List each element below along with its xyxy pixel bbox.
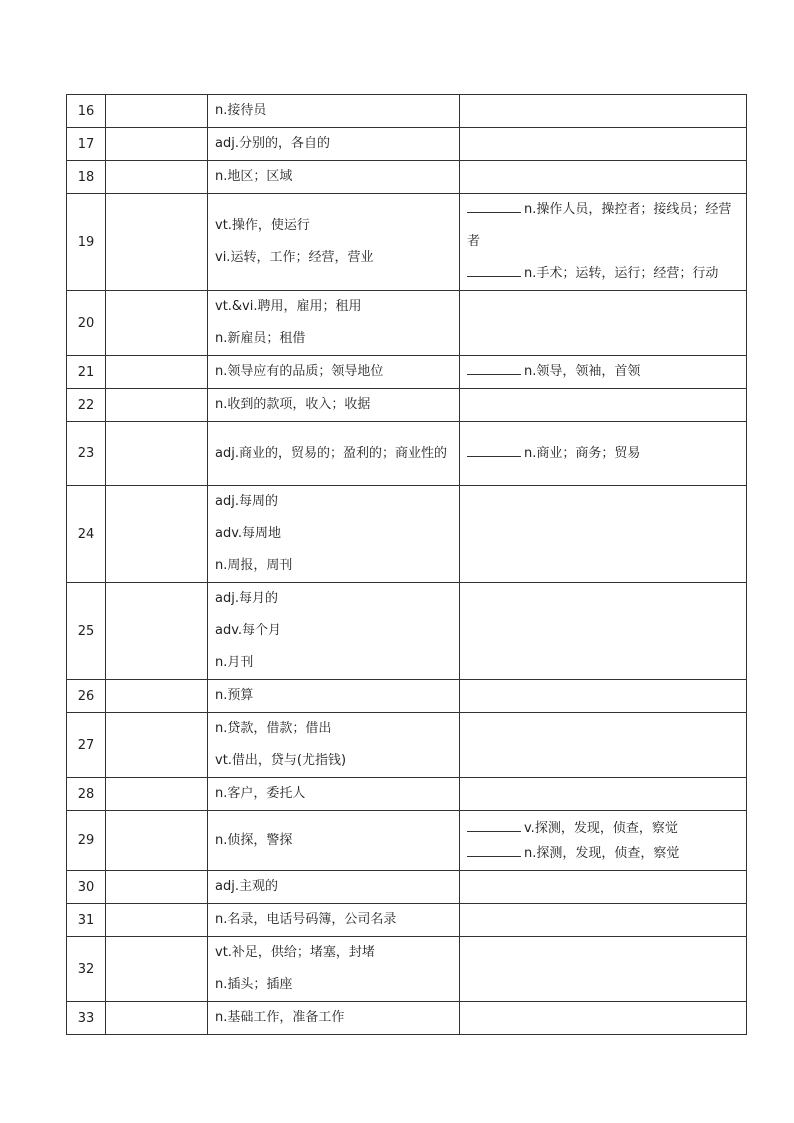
table-row <box>67 871 747 904</box>
meaning-cell <box>208 161 460 194</box>
meaning-line: n.新雇员；租借 <box>215 331 306 346</box>
meaning-cell <box>208 422 460 486</box>
derivative-cell[interactable] <box>460 95 747 128</box>
word-blank-cell[interactable] <box>106 356 208 389</box>
derivative-cell[interactable] <box>460 937 747 1002</box>
meaning-line: adv.每周地 <box>215 526 282 541</box>
derivative-text: n.商业；商务；贸易 <box>524 445 641 461</box>
meaning-line: n.插头；插座 <box>215 977 293 992</box>
row-number: 16 <box>67 95 106 128</box>
derivative-line <box>467 258 746 290</box>
table-row <box>67 128 747 161</box>
fill-blank[interactable] <box>467 818 521 832</box>
word-blank-cell[interactable] <box>106 128 208 161</box>
derivative-cell <box>460 356 747 389</box>
word-blank-cell[interactable] <box>106 937 208 1002</box>
row-number: 29 <box>67 811 106 871</box>
meaning-cell <box>208 95 460 128</box>
meaning-line: adj.每周的 <box>215 494 278 509</box>
word-blank-cell[interactable] <box>106 778 208 811</box>
meaning-cell <box>208 486 460 583</box>
meaning-line: vt.补足，供给；堵塞，封堵 <box>215 945 375 960</box>
derivative-cell[interactable] <box>460 128 747 161</box>
fill-blank[interactable] <box>467 843 521 857</box>
fill-blank[interactable] <box>467 263 521 277</box>
word-blank-cell[interactable] <box>106 95 208 128</box>
table-row <box>67 680 747 713</box>
table-row <box>67 904 747 937</box>
derivative-cell[interactable] <box>460 904 747 937</box>
derivative-cell[interactable] <box>460 1002 747 1035</box>
meaning-cell <box>208 937 460 1002</box>
meaning-cell <box>208 811 460 871</box>
table-row <box>67 194 747 291</box>
derivative-cell[interactable] <box>460 871 747 904</box>
derivative-cell[interactable] <box>460 680 747 713</box>
word-blank-cell[interactable] <box>106 1002 208 1035</box>
meaning-line: vt.&vi.聘用，雇用；租用 <box>215 299 362 314</box>
row-number: 28 <box>67 778 106 811</box>
table-row <box>67 422 747 486</box>
meaning-line: n.周报，周刊 <box>215 558 293 573</box>
table-row <box>67 161 747 194</box>
meaning-line: adj.主观的 <box>215 879 278 894</box>
meaning-line: adv.每个月 <box>215 623 282 638</box>
meaning-cell <box>208 1002 460 1035</box>
meaning-line: n.基础工作，准备工作 <box>215 1010 345 1025</box>
derivative-cell[interactable] <box>460 583 747 680</box>
derivative-text: n.手术；运转，运行；经营；行动 <box>524 266 719 281</box>
word-blank-cell[interactable] <box>106 871 208 904</box>
meaning-cell <box>208 583 460 680</box>
word-blank-cell[interactable] <box>106 291 208 356</box>
derivative-text: v.探测，发现，侦查，察觉 <box>524 820 678 836</box>
row-number: 17 <box>67 128 106 161</box>
derivative-cell[interactable] <box>460 486 747 583</box>
fill-blank[interactable] <box>467 361 521 375</box>
derivative-line <box>467 194 746 258</box>
meaning-line: vi.运转，工作；经营，营业 <box>215 250 374 265</box>
table-row <box>67 1002 747 1035</box>
meaning-cell <box>208 904 460 937</box>
word-blank-cell[interactable] <box>106 680 208 713</box>
table-row <box>67 937 747 1002</box>
vocabulary-table <box>66 94 747 1035</box>
table-row <box>67 778 747 811</box>
table-row <box>67 811 747 871</box>
meaning-cell <box>208 680 460 713</box>
meaning-line: vt.操作，使运行 <box>215 218 310 233</box>
word-blank-cell[interactable] <box>106 422 208 486</box>
word-blank-cell[interactable] <box>106 811 208 871</box>
meaning-line: adj.分别的，各自的 <box>215 136 330 151</box>
derivative-cell[interactable] <box>460 291 747 356</box>
word-blank-cell[interactable] <box>106 904 208 937</box>
derivative-cell <box>460 811 747 871</box>
meaning-cell <box>208 291 460 356</box>
meaning-cell <box>208 871 460 904</box>
row-number: 25 <box>67 583 106 680</box>
table-row <box>67 95 747 128</box>
table-row <box>67 389 747 422</box>
row-number: 19 <box>67 194 106 291</box>
derivative-cell[interactable] <box>460 389 747 422</box>
meaning-cell <box>208 356 460 389</box>
word-blank-cell[interactable] <box>106 486 208 583</box>
meaning-line: n.客户，委托人 <box>215 786 306 801</box>
derivative-text: n.探测，发现，侦查，察觉 <box>524 845 680 861</box>
derivative-cell[interactable] <box>460 713 747 778</box>
row-number: 23 <box>67 422 106 486</box>
row-number: 24 <box>67 486 106 583</box>
word-blank-cell[interactable] <box>106 161 208 194</box>
row-number: 31 <box>67 904 106 937</box>
derivative-cell <box>460 422 747 486</box>
meaning-cell <box>208 778 460 811</box>
meaning-cell <box>208 194 460 291</box>
fill-blank[interactable] <box>467 443 521 457</box>
row-number: 30 <box>67 871 106 904</box>
derivative-line <box>467 438 746 470</box>
meaning-line: n.地区；区域 <box>215 169 293 184</box>
word-blank-cell[interactable] <box>106 583 208 680</box>
meaning-line: n.侦探，警探 <box>215 832 293 848</box>
row-number: 22 <box>67 389 106 422</box>
row-number: 21 <box>67 356 106 389</box>
table-row <box>67 486 747 583</box>
derivative-cell[interactable] <box>460 161 747 194</box>
derivative-line <box>467 816 746 841</box>
derivative-cell[interactable] <box>460 778 747 811</box>
meaning-line: n.贷款，借款；借出 <box>215 721 332 736</box>
derivative-line <box>467 841 746 866</box>
table-row <box>67 713 747 778</box>
row-number: 20 <box>67 291 106 356</box>
row-number: 27 <box>67 713 106 778</box>
word-blank-cell[interactable] <box>106 713 208 778</box>
derivative-text: n.领导，领袖，首领 <box>524 364 641 379</box>
row-number: 32 <box>67 937 106 1002</box>
meaning-line: n.预算 <box>215 688 254 703</box>
fill-blank[interactable] <box>467 199 521 213</box>
meaning-line: n.月刊 <box>215 655 254 670</box>
word-blank-cell[interactable] <box>106 194 208 291</box>
row-number: 26 <box>67 680 106 713</box>
meaning-line: vt.借出，贷与(尤指钱) <box>215 753 347 768</box>
meaning-cell <box>208 128 460 161</box>
meaning-line: adj.每月的 <box>215 591 278 606</box>
meaning-line: n.领导应有的品质；领导地位 <box>215 364 384 379</box>
table-row <box>67 291 747 356</box>
table-row <box>67 356 747 389</box>
table-row <box>67 583 747 680</box>
derivative-line <box>467 356 746 388</box>
meaning-cell <box>208 713 460 778</box>
meaning-line: n.收到的款项，收入；收据 <box>215 397 371 412</box>
row-number: 33 <box>67 1002 106 1035</box>
row-number: 18 <box>67 161 106 194</box>
meaning-line: n.接待员 <box>215 103 267 118</box>
derivative-text: n.操作人员，操控者；接线员；经营者 <box>467 202 732 249</box>
derivative-cell <box>460 194 747 291</box>
word-blank-cell[interactable] <box>106 389 208 422</box>
meaning-line: n.名录，电话号码簿，公司名录 <box>215 912 397 927</box>
meaning-line: adj.商业的，贸易的；盈利的；商业性的 <box>215 445 447 461</box>
meaning-cell <box>208 389 460 422</box>
